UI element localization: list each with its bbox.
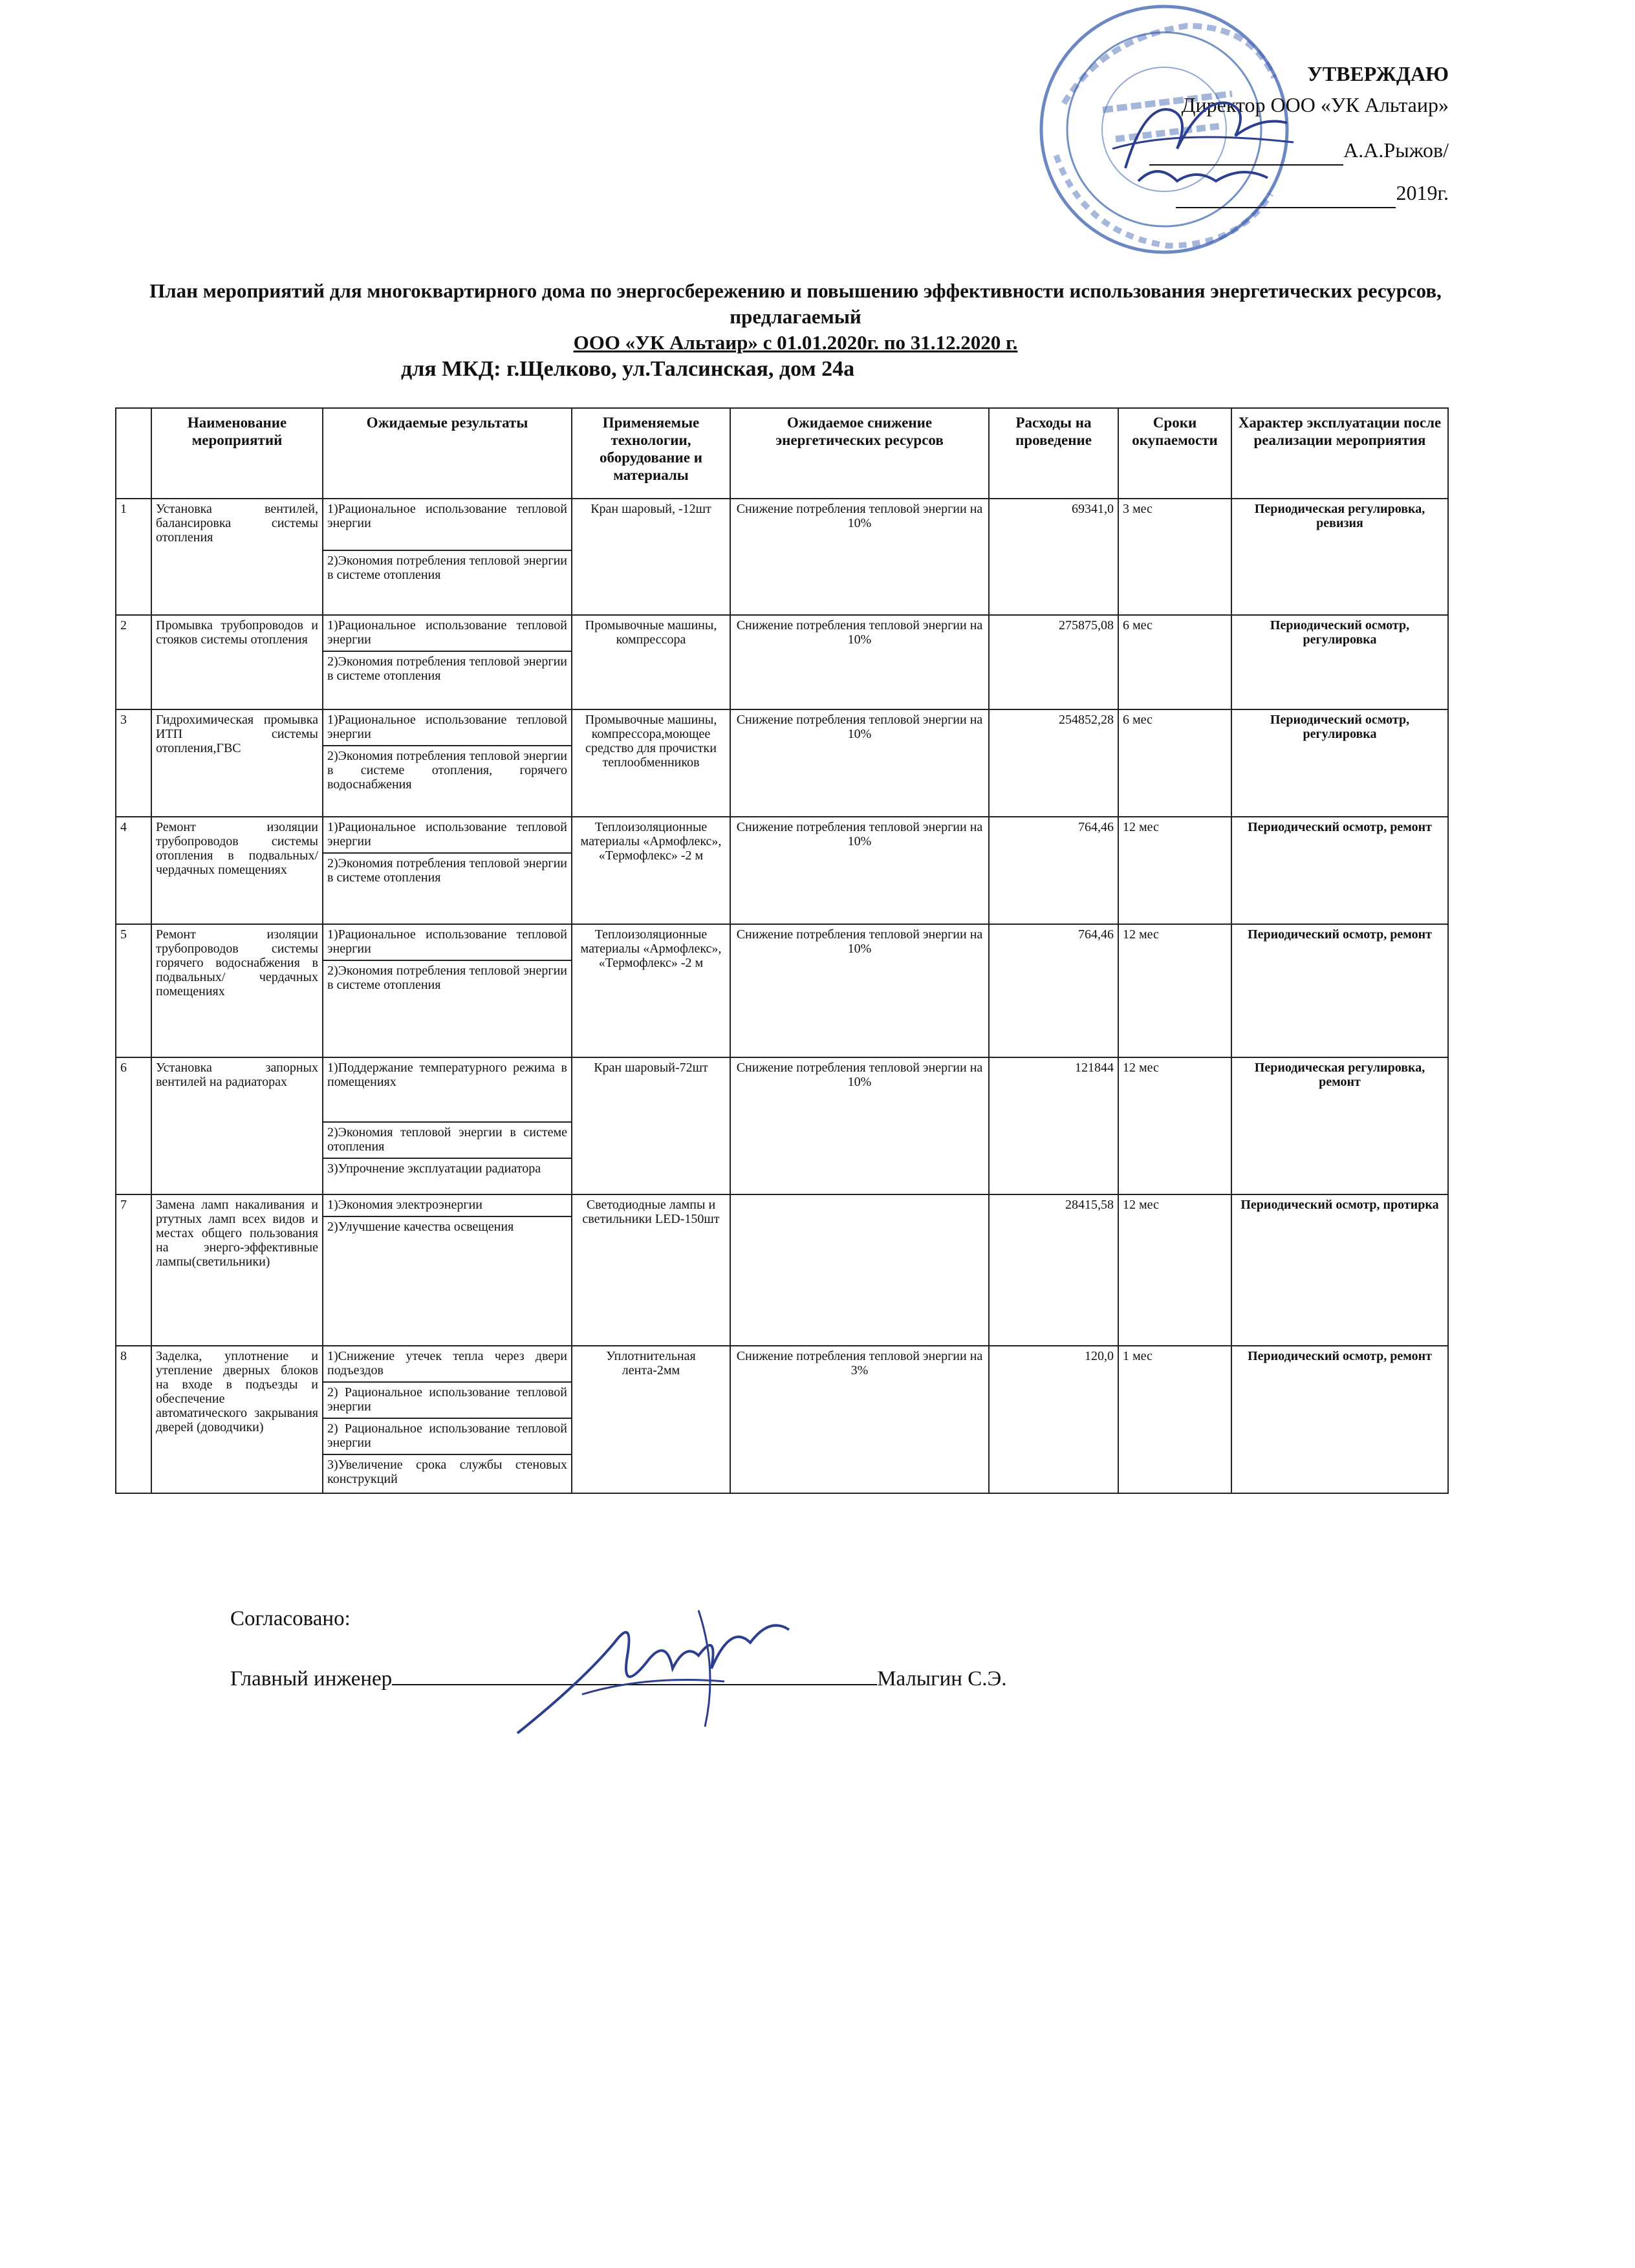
row-result: 2)Экономия потребления тепловой энергии в системе отопления, горячего водоснабжения bbox=[323, 746, 572, 817]
row-number: 5 bbox=[116, 924, 151, 1057]
engineer-signature bbox=[504, 1604, 802, 1746]
header-reduction: Ожидаемое снижение энергетических ресурсов bbox=[730, 408, 989, 499]
row-reduction: Снижение потребления тепловой энергии на 10% bbox=[730, 817, 989, 924]
row-cost: 275875,08 bbox=[989, 615, 1118, 709]
row-result: 1)Снижение утечек тепла через двери подъездов bbox=[323, 1346, 572, 1382]
row-payback: 12 мес bbox=[1118, 817, 1231, 924]
row-payback: 6 мес bbox=[1118, 709, 1231, 817]
director-signature bbox=[1099, 91, 1306, 194]
row-number: 8 bbox=[116, 1346, 151, 1493]
table-row bbox=[116, 1346, 1448, 1382]
row-payback: 12 мес bbox=[1118, 1194, 1231, 1346]
header-exploitation: Характер эксплуатации после реализации мероприятия bbox=[1231, 408, 1448, 499]
row-cost: 69341,0 bbox=[989, 499, 1118, 615]
row-cost: 28415,58 bbox=[989, 1194, 1118, 1346]
row-reduction: Снижение потребления тепловой энергии на 10% bbox=[730, 615, 989, 709]
row-name: Гидрохимическая промывка ИТП системы отопления,ГВС bbox=[151, 709, 323, 817]
row-result: 1)Рациональное использование тепловой энергии bbox=[323, 709, 572, 746]
row-cost: 254852,28 bbox=[989, 709, 1118, 817]
row-tech: Кран шаровый-72шт bbox=[572, 1057, 730, 1194]
row-result: 2)Экономия тепловой энергии в системе отопления bbox=[323, 1122, 572, 1158]
approval-year: 2019г. bbox=[1396, 181, 1449, 204]
row-exploitation: Периодический осмотр, регулировка bbox=[1231, 615, 1448, 709]
row-cost: 120,0 bbox=[989, 1346, 1118, 1493]
row-tech: Кран шаровый, -12шт bbox=[572, 499, 730, 615]
engineer-name: Малыгин С.Э. bbox=[877, 1667, 1007, 1690]
row-name: Ремонт изоляции трубопроводов системы горячего водоснабжения в подвальных/ чердачных помещениях bbox=[151, 924, 323, 1057]
header-results: Ожидаемые результаты bbox=[323, 408, 572, 499]
row-name: Заделка, уплотнение и утепление дверных блоков на входе в подъезды и обеспечение автоматического закрывания дверей (доводчики) bbox=[151, 1346, 323, 1493]
table-row bbox=[116, 709, 1448, 746]
row-result: 2)Экономия потребления тепловой энергии в системе отопления bbox=[323, 651, 572, 709]
building-address: для МКД: г.Щелково, ул.Талсинская, дом 24а bbox=[401, 357, 855, 381]
row-number: 2 bbox=[116, 615, 151, 709]
row-result: 2) Рациональное использование тепловой энергии bbox=[323, 1382, 572, 1418]
row-tech: Уплотнительная лента-2мм bbox=[572, 1346, 730, 1493]
row-result: 3)Увеличение срока службы стеновых конструкций bbox=[323, 1454, 572, 1493]
table-row bbox=[116, 817, 1448, 853]
row-name: Ремонт изоляции трубопроводов системы отопления в подвальных/ чердачных помещениях bbox=[151, 817, 323, 924]
row-reduction: Снижение потребления тепловой энергии на 10% bbox=[730, 1057, 989, 1194]
row-tech: Теплоизоляционные материалы «Армофлекс», «Термофлекс» -2 м bbox=[572, 817, 730, 924]
row-payback: 6 мес bbox=[1118, 615, 1231, 709]
table-row bbox=[116, 499, 1448, 550]
row-number: 3 bbox=[116, 709, 151, 817]
row-result: 1)Рациональное использование тепловой энергии bbox=[323, 924, 572, 960]
row-reduction: Снижение потребления тепловой энергии на 10% bbox=[730, 924, 989, 1057]
row-number: 7 bbox=[116, 1194, 151, 1346]
row-result: 2)Экономия потребления тепловой энергии в системе отопления bbox=[323, 960, 572, 1057]
engineer-position: Главный инженер bbox=[230, 1667, 393, 1690]
row-result: 2)Экономия потребления тепловой энергии в системе отопления bbox=[323, 853, 572, 924]
row-exploitation: Периодический осмотр, ремонт bbox=[1231, 1346, 1448, 1493]
table-header-row bbox=[116, 408, 1448, 499]
row-exploitation: Периодическая регулировка, ремонт bbox=[1231, 1057, 1448, 1194]
row-tech: Промывочные машины, компрессора,моющее средство для прочистки теплообменников bbox=[572, 709, 730, 817]
row-payback: 12 мес bbox=[1118, 924, 1231, 1057]
row-reduction: Снижение потребления тепловой энергии на 3% bbox=[730, 1346, 989, 1493]
row-name: Установка вентилей, балансировка системы отопления bbox=[151, 499, 323, 615]
row-tech: Промывочные машины, компрессора bbox=[572, 615, 730, 709]
table-row bbox=[116, 924, 1448, 960]
row-result: 1)Экономия электроэнергии bbox=[323, 1194, 572, 1216]
row-reduction: Снижение потребления тепловой энергии на 10% bbox=[730, 499, 989, 615]
row-number: 4 bbox=[116, 817, 151, 924]
header-payback: Сроки окупаемости bbox=[1118, 408, 1231, 499]
approval-position: Директор ООО «УК Альтаир» bbox=[1181, 93, 1449, 116]
row-result: 2)Экономия потребления тепловой энергии в системе отопления bbox=[323, 550, 572, 615]
row-name: Замена ламп накаливания и ртутных ламп всех видов и местах общего пользования на энерго-эффективные лампы(светильники) bbox=[151, 1194, 323, 1346]
document-title bbox=[129, 278, 1462, 356]
row-result: 1)Рациональное использование тепловой энергии bbox=[323, 499, 572, 550]
title-line-1: План мероприятий для многоквартирного дома по энергосбережению и повышению эффективности использования энергетических ресурсов, предлагаемый bbox=[149, 279, 1442, 328]
header-name: Наименование мероприятий bbox=[151, 408, 323, 499]
row-number: 6 bbox=[116, 1057, 151, 1194]
row-result: 1)Рациональное использование тепловой энергии bbox=[323, 817, 572, 853]
row-result: 3)Упрочнение эксплуатации радиатора bbox=[323, 1158, 572, 1194]
row-cost: 764,46 bbox=[989, 924, 1118, 1057]
agreed-label: Согласовано: bbox=[230, 1607, 351, 1630]
row-payback: 3 мес bbox=[1118, 499, 1231, 615]
row-exploitation: Периодический осмотр, регулировка bbox=[1231, 709, 1448, 817]
header-cost: Расходы на проведение bbox=[989, 408, 1118, 499]
table-row bbox=[116, 615, 1448, 651]
approval-heading: УТВЕРЖДАЮ bbox=[1307, 62, 1449, 85]
row-tech: Теплоизоляционные материалы «Армофлекс», «Термофлекс» -2 м bbox=[572, 924, 730, 1057]
row-number: 1 bbox=[116, 499, 151, 615]
row-exploitation: Периодическая регулировка, ревизия bbox=[1231, 499, 1448, 615]
row-tech: Светодиодные лампы и светильники LED-150шт bbox=[572, 1194, 730, 1346]
row-cost: 764,46 bbox=[989, 817, 1118, 924]
title-line-2: ООО «УК Альтаир» с 01.01.2020г. по 31.12.2020 г. bbox=[573, 331, 1018, 354]
row-payback: 12 мес bbox=[1118, 1057, 1231, 1194]
row-name: Промывка трубопроводов и стояков системы отопления bbox=[151, 615, 323, 709]
row-result: 1)Поддержание температурного режима в помещениях bbox=[323, 1057, 572, 1122]
row-reduction bbox=[730, 1194, 989, 1346]
row-payback: 1 мес bbox=[1118, 1346, 1231, 1493]
row-result: 2)Улучшение качества освещения bbox=[323, 1216, 572, 1346]
row-result: 2) Рациональное использование тепловой энергии bbox=[323, 1418, 572, 1454]
header-number bbox=[116, 408, 151, 499]
row-result: 1)Рациональное использование тепловой энергии bbox=[323, 615, 572, 651]
table-row bbox=[116, 1194, 1448, 1216]
table-row bbox=[116, 1057, 1448, 1122]
measures-table bbox=[115, 407, 1449, 1494]
approval-signer: А.А.Рыжов/ bbox=[1343, 138, 1449, 162]
row-exploitation: Периодический осмотр, ремонт bbox=[1231, 817, 1448, 924]
row-exploitation: Периодический осмотр, ремонт bbox=[1231, 924, 1448, 1057]
row-exploitation: Периодический осмотр, протирка bbox=[1231, 1194, 1448, 1346]
row-name: Установка запорных вентилей на радиаторах bbox=[151, 1057, 323, 1194]
header-tech: Применяемые технологии, оборудование и материалы bbox=[572, 408, 730, 499]
row-reduction: Снижение потребления тепловой энергии на 10% bbox=[730, 709, 989, 817]
row-cost: 121844 bbox=[989, 1057, 1118, 1194]
